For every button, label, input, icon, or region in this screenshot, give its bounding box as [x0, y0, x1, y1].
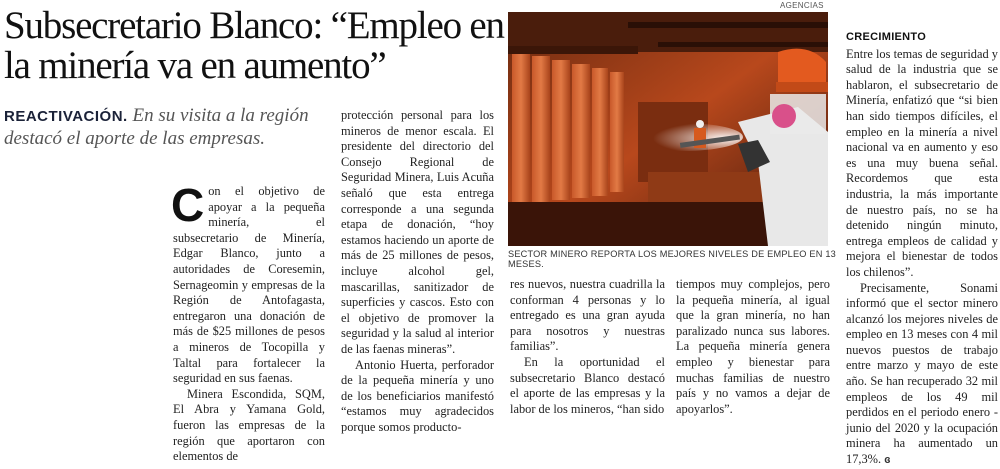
end-mark-icon: ɞ	[884, 454, 891, 467]
article-column-5	[846, 30, 998, 469]
section-subhead: CRECIMIENTO	[846, 31, 927, 43]
paragraph-text: Precisamente, Sonami informó que el sector minero alcanzó los mejores niveles de empleo en 13 meses con 4 mil nuevos puestos de trabajo entre marzo y mayo de este año. Se han recuperado 32 mil empleos de los 49 mil perdidos en el periodo enero - junio del 2020 y la ocupación minera ha aumentado un 17,3%.	[846, 280, 998, 467]
drop-cap: C	[171, 179, 205, 231]
article-column-2	[341, 108, 494, 435]
deck-kicker: REACTIVACIÓN.	[4, 108, 128, 125]
article-column-1	[171, 179, 325, 465]
deck	[4, 105, 324, 150]
paragraph: Antonio Huerta, perforador de la pequeña minería y uno de los beneficiarios manifestó “estamos muy agradecidos porque somos producto-	[341, 357, 494, 434]
paragraph: En la oportunidad el subsecretario Blanco destacó el aporte de las empresas y la labor de los mineros, “han sido	[510, 354, 665, 416]
deck-text: En su visita a la región destacó el aporte de las empresas.	[4, 105, 309, 149]
paragraph: protección personal para los mineros de menor escala. El presidente del directorio del Consejo Regional de Seguridad Minera, Luis Acuña señaló que esta entrega corresponde a una segunda etapa de donación, “hoy estamos haciendo un aporte de más de 25 millones de pesos, incluye alcohol gel, mascarillas, sanitizador de superficies y cascos. Esto con el objetivo de promover la seguridad y la salud al interior de las faenas mineras”.	[341, 108, 494, 356]
paragraph: Entre los temas de seguridad y salud de la industria que se hablaron, el subsecretario de Minería, enfatizó que “si bien han sido tiempos difíciles, el empleo en la minería a nivel nacional va en aumento y eso es una muy buena señal. Recordemos que esta industria, la más importante de nuestro país, no se ha detenido ningún minuto, entrega empleos de calidad y mejora el bienestar de todos los chilenos”.	[846, 46, 998, 279]
photo-credit: AGENCIAS	[780, 1, 824, 10]
article-column-3	[510, 277, 665, 417]
paragraph-text: on el objetivo de apoyar a la pequeña minería, el subsecretario de Minería, Edgar Blanco, junto a autoridades de Coresemin, Sernageomin y empresas de la Región de Antofagasta, entregaron una donación de más de $25 millones de pesos a mineros de Tocopilla y Taltal para fortalecer la seguridad en sus faenas.	[173, 184, 325, 386]
paragraph: Minera Escondida, SQM, El Abra y Yamana Gold, fueron las empresas de la región que aportaron con elementos de	[173, 386, 325, 464]
paragraph	[171, 179, 325, 387]
paragraph	[846, 281, 998, 469]
mining-photo	[508, 12, 828, 246]
photo-caption: SECTOR MINERO REPORTA LOS MEJORES NIVELES DE EMPLEO EN 13 MESES.	[508, 249, 836, 269]
headline: Subsecretario Blanco: “Empleo en la minería va en aumento”	[4, 4, 504, 87]
mining-photo-illustration	[508, 12, 828, 246]
paragraph: tiempos muy complejos, pero la pequeña minería, al igual que la gran minería, no han paralizado nunca sus labores. La pequeña minería genera empleo y bienestar para muchas familias de nuestro país y no vamos a dejar de apoyarlos”.	[676, 277, 830, 416]
paragraph: res nuevos, nuestra cuadrilla la conforman 4 personas y lo entregado es una gran ayuda para nosotros y nuestras familias”.	[510, 277, 665, 354]
article-column-4	[676, 277, 830, 417]
